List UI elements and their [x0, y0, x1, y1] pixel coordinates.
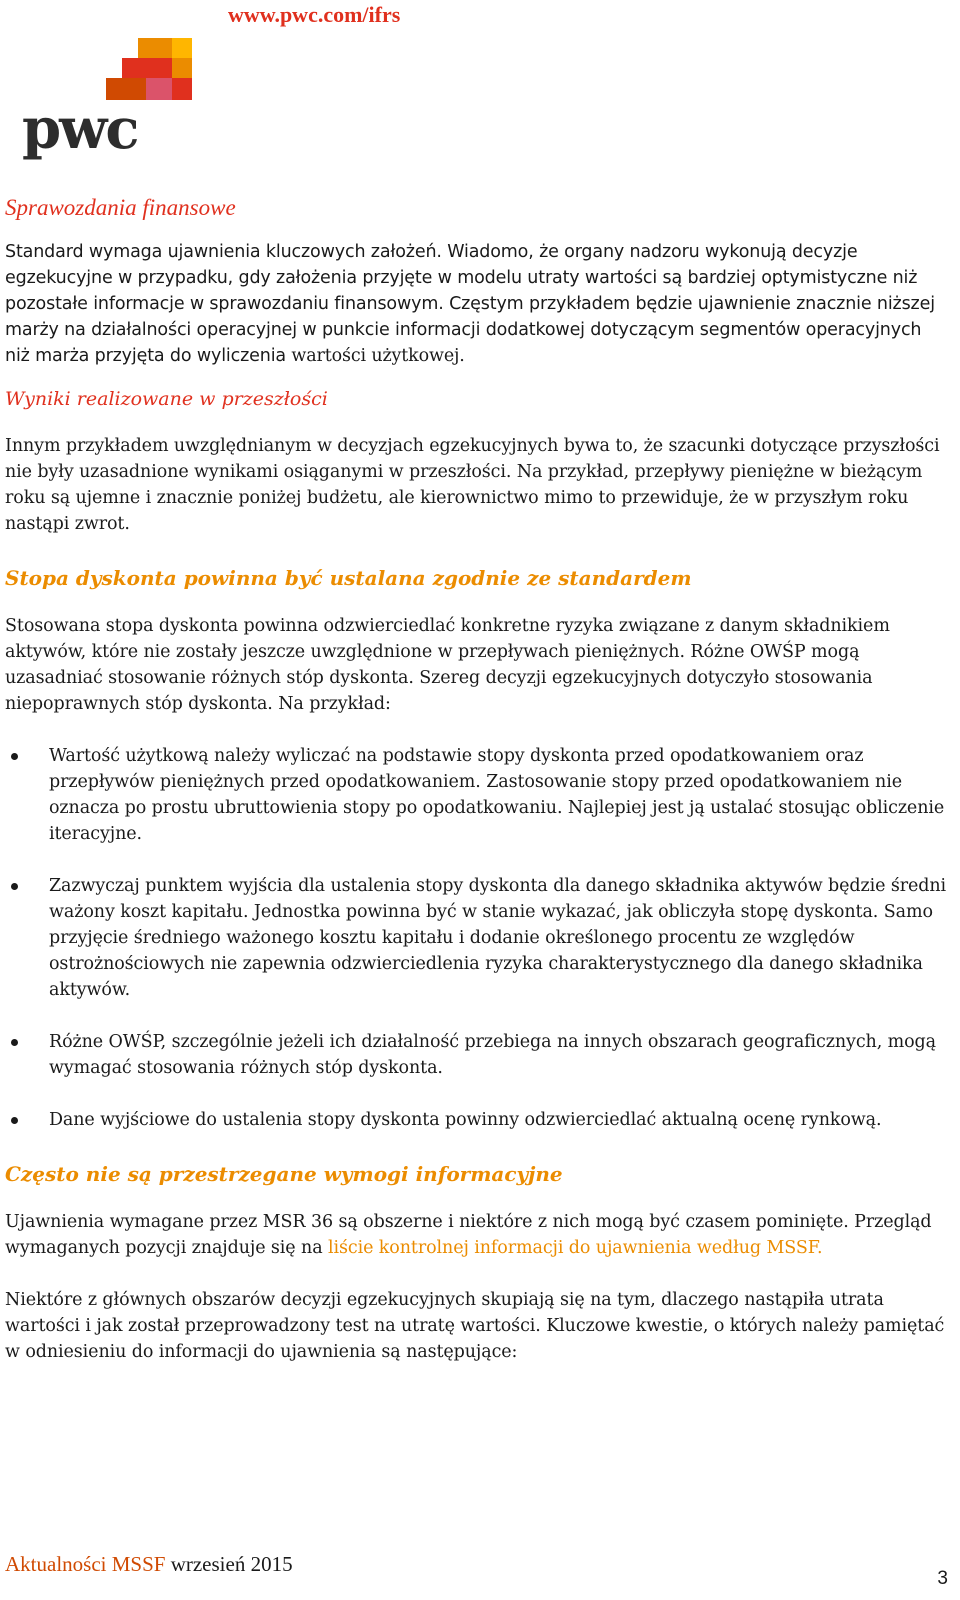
heading-disclosure-requirements: Często nie są przestrzegane wymogi informacyjne: [5, 1162, 563, 1186]
paragraph-key-assumptions-end: wartości użytkowej.: [291, 346, 465, 366]
section-title: Sprawozdania finansowe: [5, 195, 236, 220]
footer-date: wrzesień 2015: [170, 1552, 293, 1576]
paragraph-past-results: Innym przykładem uwzględnianym w decyzjach egzekucyjnych bywa to, że szacunki dotyczące przyszłości nie były uzasadnione wynikami osiąganymi w przeszłości. Na przykład, przepływy pieniężne w bieżącym roku są ujemne i znacznie poniżej budżetu, ale kierownictwo mimo to przewiduje, że w przyszłym roku nastąpi zwrot.: [5, 436, 940, 534]
paragraph-discount-rate: Stosowana stopa dyskonta powinna odzwierciedlać konkretne ryzyka związane z danym składnikiem aktywów, które nie zostały jeszcze uwzględnione w przepływach pieniężnych. Różne OWŚP mogą uzasadniać stosowanie różnych stóp dyskonta. Szereg decyzji egzekucyjnych dotyczyło stosowania niepoprawnych stóp dyskonta. Na przykład:: [5, 616, 890, 714]
paragraph-key-assumptions: [5, 239, 950, 369]
subheading-past-results: Wyniki realizowane w przeszłości: [5, 388, 328, 410]
list-item: Różne OWŚP, szczególnie jeżeli ich działalność przebiega na innych obszarach geograficznych, mogą wymagać stosowania różnych stóp dyskonta.: [5, 1029, 950, 1081]
footer-publication: Aktualności MSSF: [5, 1552, 166, 1576]
bullet-dot-icon: [11, 1117, 18, 1124]
list-item: Zazwyczaj punktem wyjścia dla ustalenia stopy dyskonta dla danego składnika aktywów będzie średni ważony koszt kapitału. Jednostka powinna być w stanie wykazać, jak obliczyła stopę dyskonta. Samo przyjęcie średniego ważonego kosztu kapitału i dodanie określonego procentu ze względów ostrożnościowych nie zapewnia odzwierciedlenia ryzyka charakterystycznego dla danego składnika aktywów.: [5, 873, 950, 1003]
footer: [5, 1552, 293, 1577]
paragraph-key-assumptions-main: Standard wymaga ujawnienia kluczowych założeń. Wiadomo, że organy nadzoru wykonują decyzje egzekucyjne w przypadku, gdy założenia przyjęte w modelu utraty wartości są bardziej optymistyczne niż pozostałe informacje w sprawozdaniu finansowym. Częstym przykładem będzie ujawnienie znacznie niższej marży na działalności operacyjnej w punkcie informacji dodatkowej dotyczącym segmentów operacyjnych niż marża przyjęta do wyliczenia: [5, 242, 935, 366]
list-item: Wartość użytkową należy wyliczać na podstawie stopy dyskonta przed opodatkowaniem oraz przepływów pieniężnych przed opodatkowaniem. Zastosowanie stopy przed opodatkowaniem nie oznacza po prostu ubruttowienia stopy po opodatkowaniu. Najlepiej jest ją ustalać stosując obliczenie iteracyjne.: [5, 743, 950, 847]
heading-discount-rate: Stopa dyskonta powinna być ustalana zgodnie ze standardem: [5, 566, 692, 590]
list-item: Dane wyjściowe do ustalenia stopy dyskonta powinny odzwierciedlać aktualną ocenę rynkową.: [5, 1107, 950, 1133]
bullet-dot-icon: [11, 753, 18, 760]
document-body: [5, 193, 950, 1391]
page-number: 3: [937, 1568, 948, 1589]
pwc-logo: [18, 34, 178, 164]
header-url[interactable]: www.pwc.com/ifrs: [228, 2, 401, 27]
discount-rate-bullets: [5, 743, 950, 1133]
paragraph-disclosures: Ujawnienia wymagane przez MSR 36 są obszerne i niektóre z nich mogą być czasem pominięte. Przegląd wymaganych pozycji znajduje się na liście kontrolnej informacji do ujawnienia według MSSF.: [5, 1212, 932, 1258]
bullet-dot-icon: [11, 1039, 18, 1046]
paragraph-enforcement-areas: Niektóre z głównych obszarów decyzji egzekucyjnych skupiają się na tym, dlaczego nastąpiła utrata wartości i jak został przeprowadzony test na utratę wartości. Kluczowe kwestie, o których należy pamiętać w odniesieniu do informacji do ujawnienia są następujące:: [5, 1290, 945, 1362]
checklist-link[interactable]: liście kontrolnej informacji do ujawnienia według MSSF.: [328, 1238, 823, 1258]
pwc-wordmark: pwc: [22, 96, 138, 162]
bullet-dot-icon: [11, 883, 18, 890]
